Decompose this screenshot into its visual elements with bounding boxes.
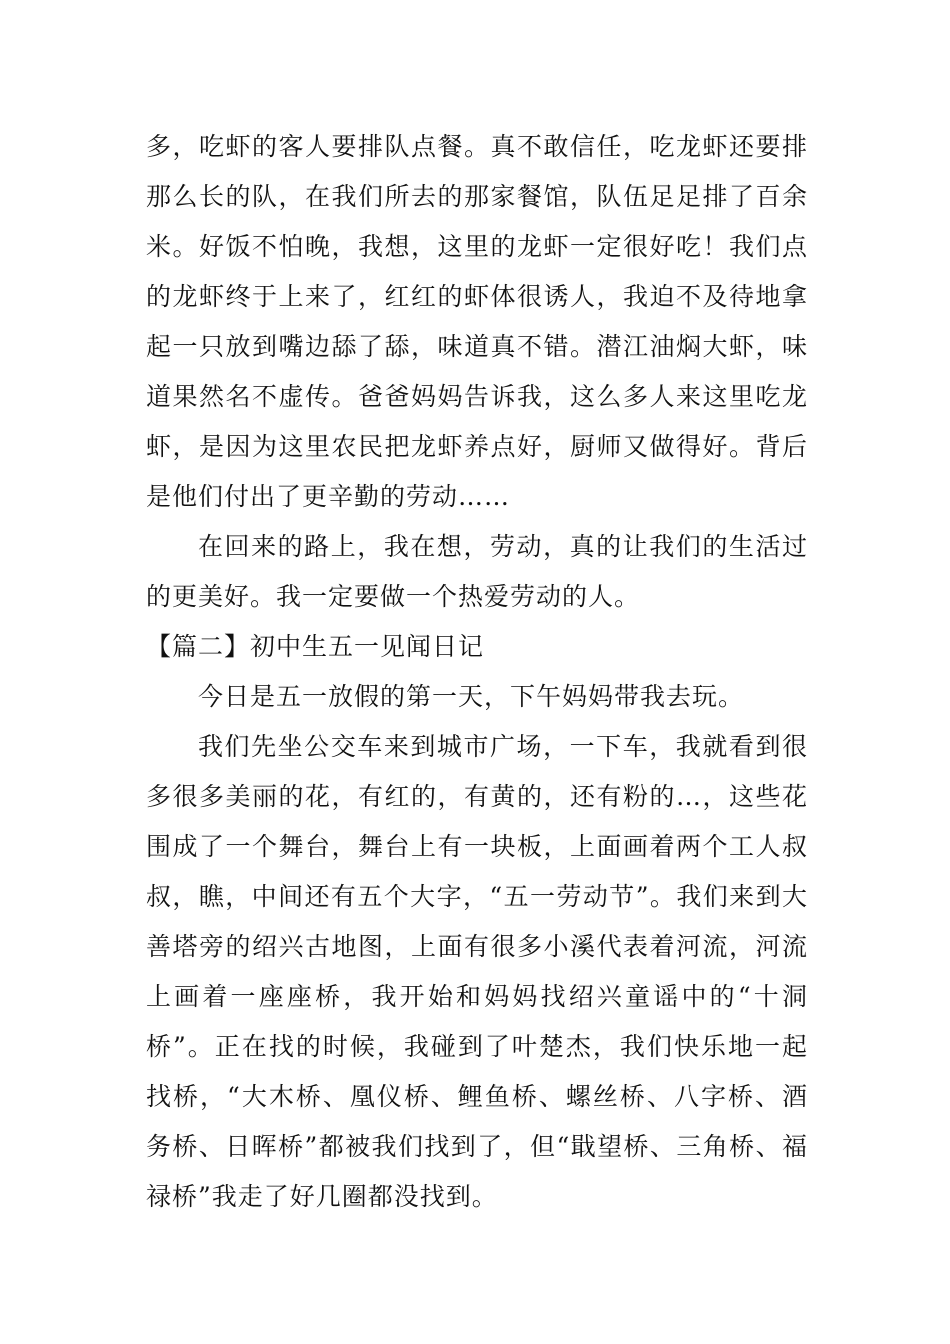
paragraph-holiday-start: 今日是五一放假的第一天，下午妈妈带我去玩。 [198, 682, 745, 711]
paragraph-shrimp-restaurant: 多，吃虾的客人要排队点餐。真不敢信任，吃龙虾还要排那么长的队，在我们所去的那家餐馆，队伍足足排了百余米。好饭不怕晚，我想，这里的龙虾一定很好吃！我们点的龙虾终于上来了，红红的虾体很诱人，我迫不及待地拿起一只放到嘴边舔了舔，味道真不错。潜江油焖大虾，味道果然名不虚传。爸爸妈妈告诉我，这么多人来这里吃龙虾，是因为这里农民把龙虾养点好，厨师又做得好。背后是他们付出了更辛勤的劳动…… [146, 132, 808, 511]
document-page [146, 122, 808, 1222]
paragraph-city-square: 我们先坐公交车来到城市广场，一下车，我就看到很多很多美丽的花，有红的，有黄的，还有粉的…，这些花围成了一个舞台，舞台上有一块板，上面画着两个工人叔叔，瞧，中间还有五个大字，“五一劳动节”。我们来到大善塔旁的绍兴古地图，上面有很多小溪代表着河流，河流上画着一座座桥，我开始和妈妈找绍兴童谣中的“十洞桥”。正在找的时候，我碰到了叶楚杰，我们快乐地一起找桥，“大木桥、凰仪桥、鲤鱼桥、螺丝桥、八字桥、酒务桥、日晖桥”都被我们找到了，但“戢望桥、三角桥、福禄桥”我走了好几圈都没找到。 [146, 732, 808, 1211]
paragraph-way-home: 在回来的路上，我在想，劳动，真的让我们的生活过的更美好。我一定要做一个热爱劳动的人。 [146, 532, 808, 611]
section-heading: 【篇二】初中生五一见闻日记 [146, 632, 485, 661]
